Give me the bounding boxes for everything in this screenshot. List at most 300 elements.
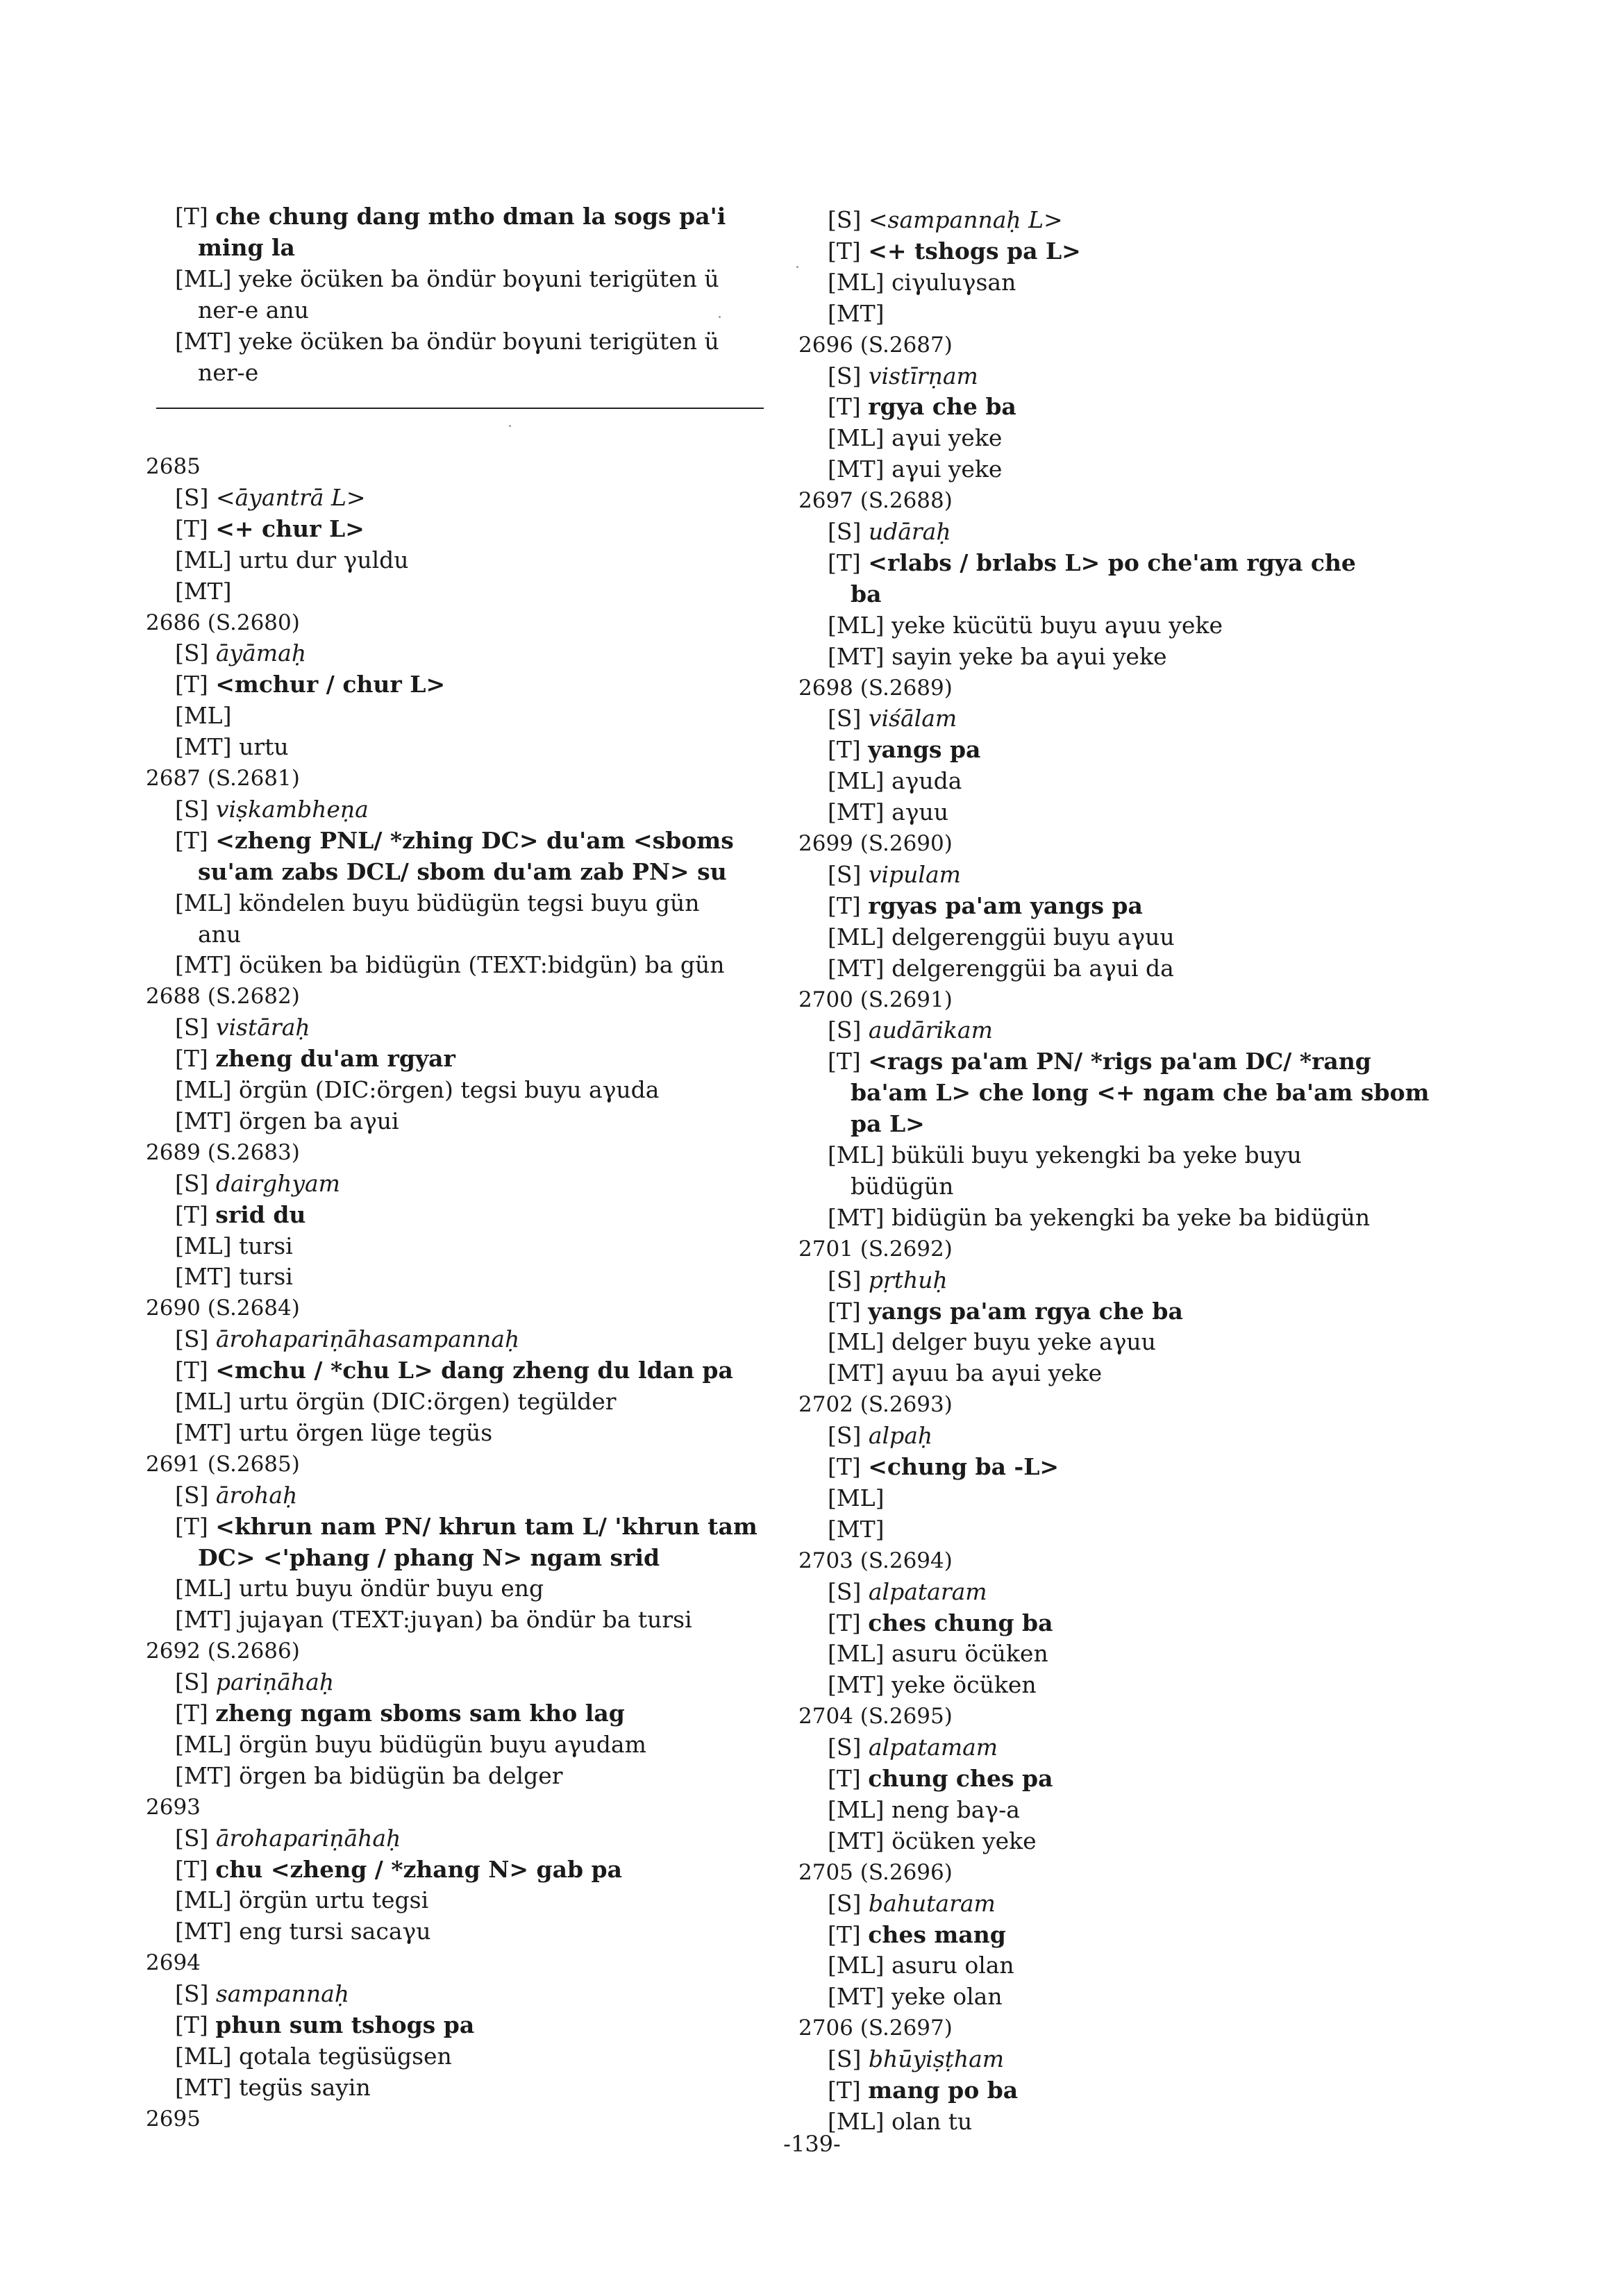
- field-tag: [T]: [175, 826, 208, 854]
- field-text: ches mang: [868, 1920, 1006, 1948]
- field-t: [175, 1511, 757, 1542]
- field-tag: [MT]: [175, 1263, 232, 1291]
- field-continuation: DC> <'phang / phang N> ngam srid: [198, 1543, 660, 1571]
- field-tag: [MT]: [175, 327, 232, 355]
- field-tag: [ML]: [175, 1232, 232, 1259]
- field-text: tursi: [238, 1232, 293, 1259]
- field-tag: [S]: [828, 2045, 862, 2073]
- entry-number: 2688: [146, 984, 201, 1009]
- field-tag: [ML]: [828, 611, 885, 639]
- field-text: <+ tshogs pa L>: [868, 237, 1081, 265]
- field-tag: [T]: [175, 1200, 208, 1228]
- field-ml: [828, 1795, 1020, 1825]
- field-ml: [828, 1483, 884, 1514]
- field-tag: [T]: [175, 203, 208, 230]
- field-tag: [ML]: [828, 1141, 885, 1168]
- field-tag: [ML]: [175, 1886, 232, 1914]
- field-t: [828, 548, 1356, 578]
- field-tag: [T]: [175, 1855, 208, 1883]
- entry-ref: (S.2687): [860, 332, 953, 358]
- field-tag: [MT]: [828, 1983, 885, 2011]
- field-tag: [S]: [828, 206, 862, 233]
- field-tag: [T]: [175, 514, 208, 542]
- entry-ref: (S.2697): [860, 2016, 953, 2041]
- field-text: <mchu / *chu L> dang zheng du ldan pa: [215, 1357, 733, 1384]
- field-tag: [ML]: [828, 1484, 885, 1511]
- scan-speck: [719, 316, 721, 318]
- field-t: [828, 1608, 1053, 1639]
- field-tag: [ML]: [828, 268, 885, 296]
- field-mt: [175, 1916, 430, 1947]
- field-tag: [MT]: [175, 733, 232, 761]
- field-t: [175, 1698, 625, 1729]
- entry-number: 2691: [146, 1451, 201, 1477]
- field-text: alpatamam: [868, 1734, 998, 1761]
- field-tag: [T]: [828, 548, 861, 576]
- field-text: örgün urtu tegsi: [238, 1886, 429, 1914]
- entry-number: 2704: [798, 1704, 853, 1729]
- entry-number: 2687: [146, 766, 201, 791]
- entry-ref: (S.2685): [207, 1451, 300, 1477]
- field-mt: [828, 1670, 1037, 1700]
- field-text: aγui yeke: [891, 455, 1003, 483]
- field-ml: [175, 888, 699, 919]
- field-mt: [828, 953, 1174, 984]
- field-t: [828, 735, 980, 765]
- field-s: [175, 1012, 310, 1043]
- field-text: pṛthuḥ: [868, 1266, 948, 1293]
- entry-header: [146, 981, 300, 1012]
- field-text: āyāmaḥ: [215, 639, 307, 667]
- field-tag: [ML]: [175, 546, 232, 573]
- field-mt: [175, 326, 719, 357]
- field-ml: [828, 610, 1223, 641]
- field-text: tursi: [239, 1263, 293, 1291]
- field-ml: [175, 2041, 452, 2072]
- field-text: köndelen buyu büdügün tegsi buyu gün: [238, 889, 700, 916]
- field-ml: [828, 922, 1175, 953]
- field-tag: [T]: [175, 1512, 208, 1540]
- entry-header: [798, 1389, 953, 1420]
- field-tag: [T]: [828, 1297, 861, 1325]
- field-text: öcüken ba bidügün (TEXT:bidgün) ba gün: [239, 951, 725, 979]
- field-tag: [ML]: [828, 767, 885, 795]
- field-text: <zheng PNL/ *zhing DC> du'am <sboms: [215, 826, 734, 854]
- field-text: delger buyu yeke aγuu: [891, 1328, 1156, 1356]
- field-ml: [175, 545, 409, 576]
- field-text: sayin yeke ba aγui yeke: [891, 642, 1167, 670]
- entry-number: 2694: [146, 1950, 201, 1976]
- entry-header: [146, 1792, 201, 1822]
- field-tag: [S]: [175, 1169, 209, 1197]
- field-tag: [MT]: [828, 1203, 885, 1231]
- field-ml: [828, 1140, 1302, 1171]
- entry-ref: (S.2680): [207, 610, 300, 635]
- field-t: [175, 669, 445, 700]
- field-tag: [S]: [828, 518, 862, 545]
- field-tag: [MT]: [828, 1515, 885, 1543]
- entry-header: [798, 2013, 953, 2043]
- field-text: aγuu ba aγui yeke: [891, 1359, 1103, 1387]
- field-s: [175, 1979, 349, 2009]
- field-mt: [828, 299, 885, 329]
- field-text: <āyantrā L>: [215, 483, 366, 511]
- entry-number: 2698: [798, 675, 853, 701]
- field-tag: [T]: [828, 736, 861, 764]
- field-tag: [ML]: [175, 1076, 232, 1103]
- field-continuation: ner-e anu: [198, 296, 309, 324]
- field-text: zheng ngam sboms sam kho lag: [215, 1700, 625, 1727]
- field-ml: [175, 1729, 646, 1760]
- field-text: ches chung ba: [868, 1609, 1053, 1636]
- field-t: [175, 201, 726, 232]
- field-s: [828, 1888, 996, 1919]
- field-text: alpaḥ: [868, 1422, 933, 1450]
- field-tag: [T]: [175, 1357, 208, 1384]
- entry-header: [798, 984, 953, 1015]
- field-mt: [828, 1203, 1370, 1233]
- field-text: örgün buyu büdügün buyu aγudam: [238, 1730, 646, 1758]
- scan-speck: [796, 266, 798, 268]
- field-s: [828, 703, 957, 734]
- field-text: eng tursi sacaγu: [239, 1918, 431, 1945]
- field-text: yeke olan: [891, 1983, 1003, 2011]
- field-ml: [175, 1885, 428, 1916]
- field-text: ārohaḥ: [215, 1481, 298, 1509]
- field-text: neng baγ-a: [891, 1795, 1020, 1823]
- field-tag: [ML]: [828, 424, 885, 452]
- field-mt: [175, 950, 725, 980]
- field-text: büküli buyu yekengki ba yeke buyu: [891, 1141, 1302, 1168]
- entry-header: [146, 1449, 300, 1480]
- field-tag: [S]: [828, 860, 862, 888]
- field-tag: [T]: [175, 1045, 208, 1073]
- field-tag: [T]: [828, 891, 861, 919]
- field-tag: [ML]: [175, 1730, 232, 1758]
- field-text: yeke kücütü buyu aγuu yeke: [891, 611, 1223, 639]
- field-mt: [175, 1761, 563, 1791]
- field-tag: [MT]: [828, 1359, 885, 1387]
- field-mt: [828, 1514, 885, 1545]
- field-tag: [S]: [828, 1266, 862, 1293]
- field-text: viṣkambheṇa: [215, 795, 369, 823]
- field-tag: [MT]: [175, 577, 232, 605]
- field-s: [828, 1421, 932, 1451]
- field-text: ciγuluγsan: [891, 268, 1016, 296]
- field-tag: [S]: [828, 1016, 862, 1044]
- entry-header: [798, 1857, 953, 1888]
- entry-header: [798, 1701, 953, 1732]
- entry-header: [146, 1137, 300, 1168]
- scan-speck: [509, 425, 511, 427]
- field-s: [828, 205, 1063, 235]
- entry-number: 2701: [798, 1236, 853, 1262]
- field-text: urtu: [239, 733, 289, 761]
- field-tag: [MT]: [828, 954, 885, 982]
- field-tag: [S]: [175, 639, 209, 667]
- entry-ref: (S.2681): [207, 766, 300, 791]
- entry-ref: (S.2696): [860, 1859, 953, 1885]
- field-t: [828, 392, 1016, 422]
- field-text: audārikam: [868, 1016, 993, 1044]
- field-s: [828, 1265, 948, 1296]
- entry-number: 2686: [146, 610, 201, 635]
- field-tag: [T]: [828, 1609, 861, 1636]
- field-tag: [MT]: [828, 1827, 885, 1854]
- field-text: chung ches pa: [868, 1765, 1053, 1792]
- field-tag: [S]: [175, 1668, 209, 1696]
- field-text: delgerenggüi buyu aγuu: [891, 923, 1175, 950]
- field-text: che chung dang mtho dman la sogs pa'i: [215, 203, 726, 230]
- entry-number: 2695: [146, 2106, 201, 2131]
- entry-header: [146, 607, 300, 638]
- field-text: örgen ba aγui: [239, 1107, 399, 1134]
- field-tag: [T]: [175, 2011, 208, 2038]
- field-ml: [175, 701, 231, 731]
- field-mt: [828, 1826, 1037, 1857]
- field-t: [828, 236, 1081, 267]
- field-text: vistīrṇam: [868, 362, 978, 389]
- field-text: ārohapariṇāhasampannaḥ: [215, 1325, 520, 1353]
- field-t: [828, 2075, 1018, 2106]
- entry-header: [146, 451, 201, 482]
- field-tag: [T]: [828, 1453, 861, 1480]
- field-mt: [175, 576, 232, 607]
- field-tag: [S]: [175, 795, 209, 823]
- field-t: [175, 2010, 474, 2041]
- field-tag: [T]: [828, 237, 861, 265]
- field-t: [175, 1854, 622, 1885]
- field-text: urtu örgen lüge tegüs: [239, 1418, 493, 1446]
- field-t: [828, 1763, 1053, 1794]
- entry-header: [798, 330, 953, 360]
- field-s: [828, 517, 951, 547]
- field-text: rgya che ba: [868, 393, 1016, 421]
- field-tag: [MT]: [175, 1107, 232, 1134]
- field-text: aγuu: [891, 798, 948, 826]
- field-mt: [828, 797, 948, 828]
- field-text: urtu buyu öndür buyu eng: [238, 1575, 544, 1602]
- field-tag: [S]: [828, 1577, 862, 1605]
- field-tag: [S]: [175, 1481, 209, 1509]
- field-tag: [MT]: [175, 951, 232, 979]
- field-text: alpataram: [868, 1577, 987, 1605]
- field-tag: [ML]: [828, 1328, 885, 1356]
- entry-header: [798, 828, 953, 859]
- entry-number: 2705: [798, 1859, 853, 1885]
- entry-ref: (S.2695): [860, 1704, 953, 1729]
- entry-ref: (S.2691): [860, 987, 953, 1012]
- entry-number: 2700: [798, 987, 853, 1012]
- page-number: -139-: [783, 2131, 841, 2157]
- field-tag: [S]: [828, 362, 862, 389]
- entry-header: [146, 763, 300, 794]
- entry-ref: (S.2683): [207, 1139, 300, 1165]
- field-text: sampannaḥ: [215, 1980, 349, 2008]
- field-s: [175, 1667, 334, 1698]
- entry-header: [798, 1234, 953, 1264]
- entry-header: [146, 1947, 201, 1978]
- field-text: bhūyiṣṭham: [868, 2045, 1005, 2073]
- field-text: bahutaram: [868, 1889, 996, 1917]
- field-t: [175, 1355, 733, 1386]
- field-s: [828, 1015, 993, 1046]
- field-t: [828, 1452, 1059, 1482]
- field-t: [828, 1920, 1006, 1950]
- field-t: [175, 826, 734, 856]
- field-text: udāraḥ: [868, 518, 951, 545]
- field-tag: [S]: [828, 705, 862, 732]
- field-text: aγui yeke: [891, 424, 1003, 452]
- field-s: [175, 1324, 519, 1355]
- entry-header: [798, 1545, 953, 1576]
- field-tag: [MT]: [828, 798, 885, 826]
- field-ml: [828, 267, 1016, 298]
- field-text: <khrun nam PN/ khrun tam L/ 'khrun tam: [215, 1512, 757, 1540]
- field-tag: [T]: [828, 1048, 861, 1075]
- field-continuation: pa L>: [851, 1110, 925, 1138]
- field-continuation: ner-e: [198, 358, 259, 386]
- field-mt: [828, 1981, 1003, 2012]
- field-tag: [ML]: [828, 923, 885, 950]
- field-ml: [828, 1327, 1156, 1357]
- field-mt: [175, 732, 289, 762]
- field-s: [175, 1480, 297, 1511]
- field-mt: [175, 1106, 399, 1137]
- field-tag: [T]: [828, 2077, 861, 2104]
- field-text: jujaγan (TEXT:juγan) ba öndür ba tursi: [239, 1606, 692, 1634]
- field-tag: [S]: [175, 1014, 209, 1041]
- field-text: asuru öcüken: [891, 1640, 1048, 1668]
- field-text: ārohapariṇāhaḥ: [215, 1824, 401, 1852]
- field-tag: [MT]: [828, 642, 885, 670]
- field-s: [828, 1732, 998, 1763]
- field-ml: [828, 423, 1002, 453]
- entry-header: [798, 673, 953, 703]
- field-continuation: ba'am L> che long <+ ngam che ba'am sbom: [851, 1079, 1430, 1107]
- field-s: [175, 1823, 401, 1854]
- field-mt: [828, 642, 1166, 672]
- field-t: [175, 1200, 305, 1230]
- field-text: zheng du'am rgyar: [215, 1045, 455, 1073]
- field-mt: [828, 1358, 1102, 1389]
- entry-number: 2697: [798, 488, 853, 514]
- field-text: örgün (DIC:örgen) tegsi buyu aγuda: [238, 1076, 660, 1103]
- entry-ref: (S.2682): [207, 984, 300, 1009]
- field-t: [828, 1046, 1371, 1077]
- entry-ref: (S.2684): [207, 1296, 300, 1321]
- field-ml: [175, 1573, 544, 1604]
- field-text: rgyas pa'am yangs pa: [868, 891, 1143, 919]
- field-ml: [175, 264, 719, 294]
- field-tag: [S]: [175, 1824, 209, 1852]
- field-text: yangs pa'am rgya che ba: [868, 1297, 1183, 1325]
- field-text: yeke öcüken ba öndür boγuni terigüten ü: [239, 327, 719, 355]
- entry-ref: (S.2692): [860, 1236, 953, 1262]
- field-tag: [ML]: [828, 1795, 885, 1823]
- entry-number: 2692: [146, 1639, 201, 1664]
- field-tag: [S]: [828, 1422, 862, 1450]
- field-text: yangs pa: [868, 736, 981, 764]
- field-tag: [S]: [175, 1325, 209, 1353]
- entry-number: 2696: [798, 332, 853, 358]
- field-ml: [828, 766, 962, 796]
- entry-number: 2699: [798, 831, 853, 856]
- field-s: [175, 794, 369, 825]
- field-ml: [175, 1231, 293, 1262]
- field-mt: [828, 454, 1002, 485]
- field-tag: [S]: [828, 1889, 862, 1917]
- field-tag: [ML]: [175, 265, 232, 292]
- entry-number: 2706: [798, 2016, 853, 2041]
- field-text: tegüs sayin: [239, 2073, 371, 2101]
- field-continuation: ming la: [198, 233, 295, 261]
- field-text: mang po ba: [868, 2077, 1019, 2104]
- section-divider: [156, 408, 764, 409]
- field-ml: [828, 1639, 1048, 1669]
- field-text: pariṇāhaḥ: [215, 1668, 335, 1696]
- field-text: bidügün ba yekengki ba yeke ba bidügün: [891, 1203, 1371, 1231]
- field-t: [828, 891, 1143, 921]
- field-t: [175, 1044, 455, 1074]
- field-text: <rags pa'am PN/ *rigs pa'am DC/ *rang: [868, 1048, 1371, 1075]
- entry-ref: (S.2688): [860, 488, 953, 514]
- field-ml: [828, 1950, 1014, 1981]
- field-text: vipulam: [868, 860, 961, 888]
- field-text: qotala tegüsügsen: [238, 2042, 452, 2070]
- field-tag: [ML]: [828, 1640, 885, 1668]
- field-text: aγuda: [891, 767, 962, 795]
- field-text: srid du: [215, 1200, 306, 1228]
- field-text: <mchur / chur L>: [215, 671, 446, 698]
- field-tag: [ML]: [828, 2107, 885, 2135]
- field-tag: [T]: [828, 1920, 861, 1948]
- field-s: [175, 483, 366, 513]
- field-text: yeke öcüken: [891, 1671, 1037, 1699]
- field-text: urtu dur γuldu: [238, 546, 409, 573]
- field-continuation: ba: [851, 580, 882, 607]
- field-tag: [T]: [828, 393, 861, 421]
- entry-number: 2690: [146, 1296, 201, 1321]
- entry-ref: (S.2693): [860, 1392, 953, 1418]
- field-tag: [ML]: [175, 1388, 232, 1415]
- field-tag: [MT]: [175, 1606, 232, 1634]
- field-tag: [ML]: [175, 2042, 232, 2070]
- field-text: dairghyam: [215, 1169, 340, 1197]
- field-tag: [ML]: [828, 1952, 885, 1979]
- field-mt: [175, 1604, 692, 1635]
- field-t: [828, 1296, 1183, 1327]
- field-s: [828, 860, 961, 890]
- entry-header: [146, 1293, 300, 1323]
- field-tag: [MT]: [175, 1761, 232, 1789]
- field-tag: [S]: [175, 483, 209, 511]
- field-text: urtu örgün (DIC:örgen) tegülder: [238, 1388, 617, 1415]
- field-t: [175, 514, 365, 544]
- field-s: [175, 638, 306, 669]
- field-text: olan tu: [891, 2107, 973, 2135]
- entry-number: 2703: [798, 1548, 853, 1573]
- field-tag: [T]: [175, 1700, 208, 1727]
- field-tag: [T]: [175, 671, 208, 698]
- entry-ref: (S.2694): [860, 1548, 953, 1573]
- field-text: delgerenggüi ba aγui da: [891, 954, 1174, 982]
- entry-ref: (S.2689): [860, 675, 953, 701]
- field-s: [175, 1168, 340, 1199]
- entry-ref: (S.2690): [860, 831, 953, 856]
- field-text: <+ chur L>: [215, 514, 365, 542]
- entry-ref: (S.2686): [207, 1639, 300, 1664]
